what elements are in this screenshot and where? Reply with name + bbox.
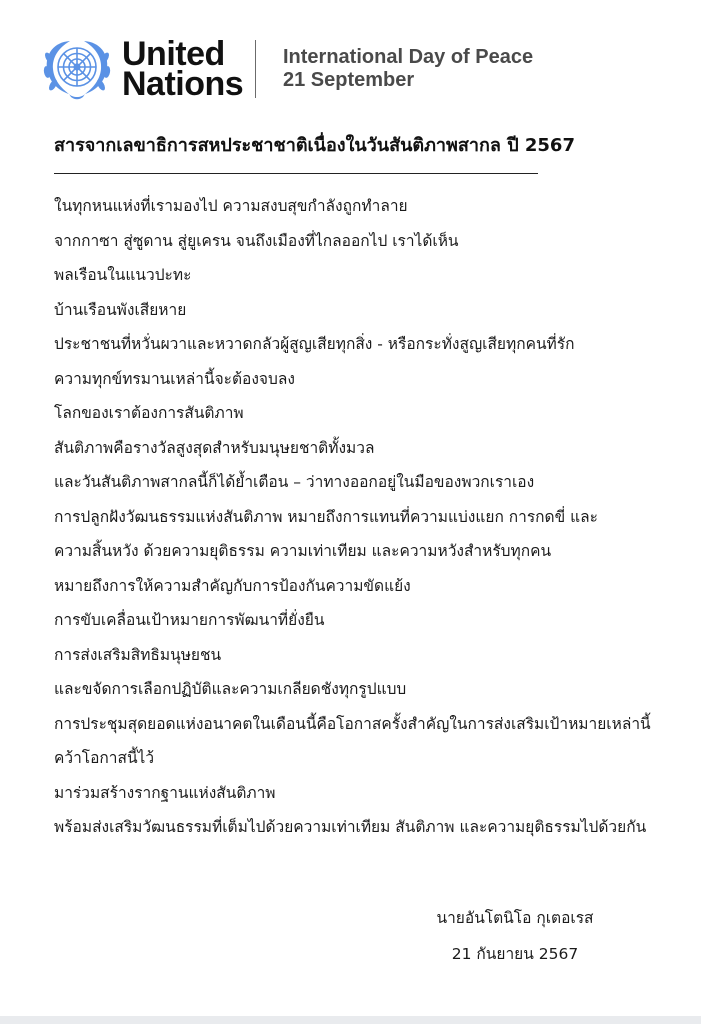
message-line: บ้านเรือนพังเสียหาย [54, 300, 187, 319]
org-name-line1: United [122, 35, 225, 73]
message-line: พร้อมส่งเสริมวัฒนธรรมที่เต็มไปด้วยความเท่าเทียม สันติภาพ และความยุติธรรมไปด้วยกัน [54, 818, 647, 836]
message-line: โลกของเราต้องการสันติภาพ [54, 404, 244, 422]
message-body [54, 196, 674, 852]
message-line: ประชาชนที่หวั่นผวาและหวาดกลัวผู้สูญเสียทุกสิ่ง - หรือกระทั่งสูญเสียทุกคนที่รัก [54, 335, 575, 353]
message-line: มาร่วมสร้างรากฐานแห่งสันติภาพ [54, 783, 276, 802]
org-name [122, 35, 244, 103]
message-line: และขจัดการเลือกปฏิบัติและความเกลียดชังทุกรูปแบบ [54, 680, 407, 698]
heading-underline [54, 173, 538, 174]
message-line: จากกาซา สู่ซูดาน สู่ยูเครน จนถึงเมืองที่ไกลออกไป เราได้เห็น [54, 231, 459, 250]
header-divider [255, 40, 256, 98]
message-line: หมายถึงการให้ความสำคัญกับการป้องกันความขัดแย้ง [54, 576, 411, 595]
message-line: การขับเคลื่อนเป้าหมายการพัฒนาที่ยั่งยืน [54, 611, 325, 629]
message-line: การปลูกฝังวัฒนธรรมแห่งสันติภาพ หมายถึงการแทนที่ความแบ่งแยก การกดขี่ และ [54, 507, 598, 526]
signature-date: 21 กันยายน 2567 [451, 945, 579, 963]
message-line: ความทุกข์ทรมานเหล่านี้จะต้องจบลง [54, 369, 295, 388]
un-logo [40, 36, 243, 102]
message-line: พลเรือนในแนวปะทะ [54, 266, 192, 284]
message-line: การส่งเสริมสิทธิมนุษยชน [54, 645, 222, 664]
org-name-line2: Nations [122, 65, 244, 103]
message-line: คว้าโอกาสนี้ไว้ [54, 749, 155, 767]
event-date: 21 September [283, 69, 415, 91]
message-line: ความสิ้นหวัง ด้วยความยุติธรรม ความเท่าเทียม และความหวังสำหรับทุกคน [54, 542, 552, 560]
event-title [283, 46, 533, 92]
un-emblem-icon [40, 36, 114, 102]
message-line: ในทุกหนแห่งที่เรามองไป ความสงบสุขกำลังถูกทำลาย [54, 197, 408, 215]
bottom-edge [0, 1016, 701, 1024]
message-line: และวันสันติภาพสากลนี้ก็ได้ย้ำเตือน – ว่าทางออกอยู่ในมือของพวกเราเอง [54, 473, 535, 491]
signature-block [430, 900, 600, 972]
message-line: การประชุมสุดยอดแห่งอนาคตในเดือนนี้คือโอกาสครั้งสำคัญในการส่งเสริมเป้าหมายเหล่านี้ [54, 714, 651, 733]
message-heading: สารจากเลขาธิการสหประชาชาติเนื่องในวันสันติภาพสากล ปี 2567 [54, 135, 575, 156]
signatory-name: นายอันโตนิโอ กุเตอเรส [436, 909, 594, 927]
message-line: สันติภาพคือรางวัลสูงสุดสำหรับมนุษยชาติทั้งมวล [54, 438, 375, 457]
event-name: International Day of Peace [283, 46, 534, 68]
